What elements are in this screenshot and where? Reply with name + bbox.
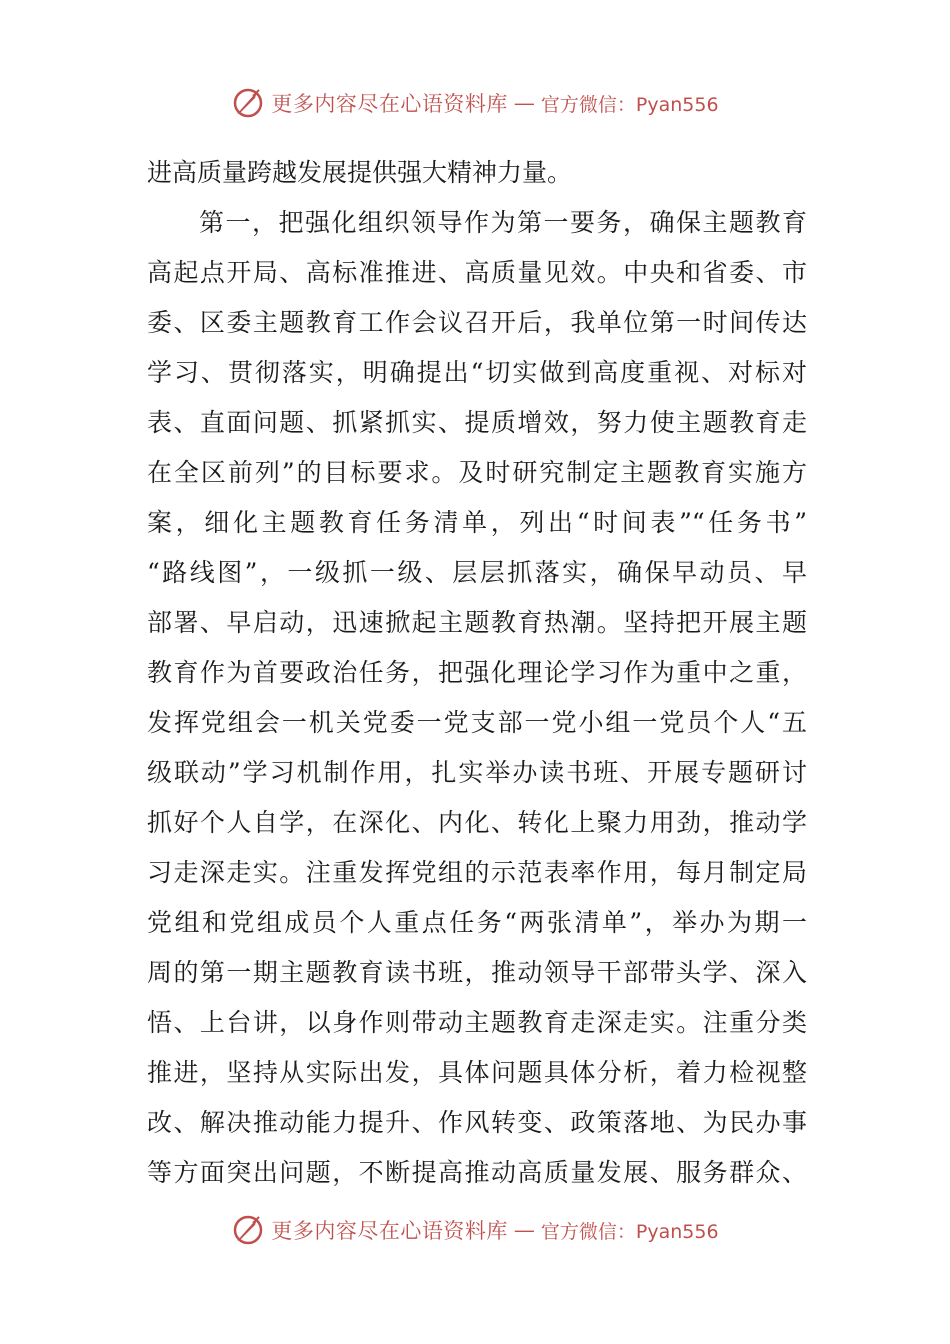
text-line: 案，细化主题教育任务清单，列出“时间表”“任务书” xyxy=(147,508,807,537)
text-line: 部署、早启动，迅速掀起主题教育热潮。坚持把开展主题 xyxy=(147,608,807,637)
text-line: 推进，坚持从实际出发，具体问题具体分析，着力检视整 xyxy=(147,1058,807,1087)
text-line: 第一，把强化组织领导作为第一要务，确保主题教育 xyxy=(199,208,807,237)
watermark-brand-text: 更多内容尽在心语资料库 xyxy=(271,92,508,116)
watermark-wechat-text: 官方微信：Pyan556 xyxy=(540,1220,719,1243)
watermark-separator: — xyxy=(513,1218,535,1242)
quill-pen-icon xyxy=(231,1213,265,1247)
text-line: 在全区前列”的目标要求。及时研究制定主题教育实施方 xyxy=(147,458,807,487)
text-line: “路线图”，一级抓一级、层层抓落实，确保早动员、早 xyxy=(147,558,807,587)
text-line: 等方面突出问题，不断提高推动高质量发展、服务群众、 xyxy=(147,1158,807,1187)
text-line: 委、区委主题教育工作会议召开后，我单位第一时间传达 xyxy=(147,308,807,337)
body-text xyxy=(147,148,807,1198)
text-line: 学习、贯彻落实，明确提出“切实做到高度重视、对标对 xyxy=(147,358,807,387)
text-line: 级联动”学习机制作用，扎实举办读书班、开展专题研讨 xyxy=(147,758,807,787)
watermark-brand-text: 更多内容尽在心语资料库 xyxy=(271,1219,508,1243)
text-line: 悟、上台讲，以身作则带动主题教育走深走实。注重分类 xyxy=(147,1008,807,1037)
quill-pen-icon xyxy=(231,86,265,120)
text-line: 习走深走实。注重发挥党组的示范表率作用，每月制定局 xyxy=(147,858,807,887)
text-line: 教育作为首要政治任务，把强化理论学习作为重中之重， xyxy=(147,658,807,687)
watermark-banner-bottom xyxy=(0,1210,950,1250)
text-line: 改、解决推动能力提升、作风转变、政策落地、为民办事 xyxy=(147,1108,807,1137)
text-line: 发挥党组会一机关党委一党支部一党小组一党员个人“五 xyxy=(147,708,807,737)
text-line: 高起点开局、高标准推进、高质量见效。中央和省委、市 xyxy=(147,258,807,287)
text-line: 抓好个人自学，在深化、内化、转化上聚力用劲，推动学 xyxy=(147,808,807,837)
text-line: 进高质量跨越发展提供强大精神力量。 xyxy=(147,158,573,187)
watermark-separator: — xyxy=(513,91,535,115)
text-line: 表、直面问题、抓紧抓实、提质增效，努力使主题教育走 xyxy=(147,408,807,437)
text-line: 周的第一期主题教育读书班，推动领导干部带头学、深入 xyxy=(147,958,807,987)
watermark-wechat-text: 官方微信：Pyan556 xyxy=(540,93,719,116)
watermark-banner-top xyxy=(0,83,950,123)
text-line: 党组和党组成员个人重点任务“两张清单”，举办为期一 xyxy=(147,908,807,937)
